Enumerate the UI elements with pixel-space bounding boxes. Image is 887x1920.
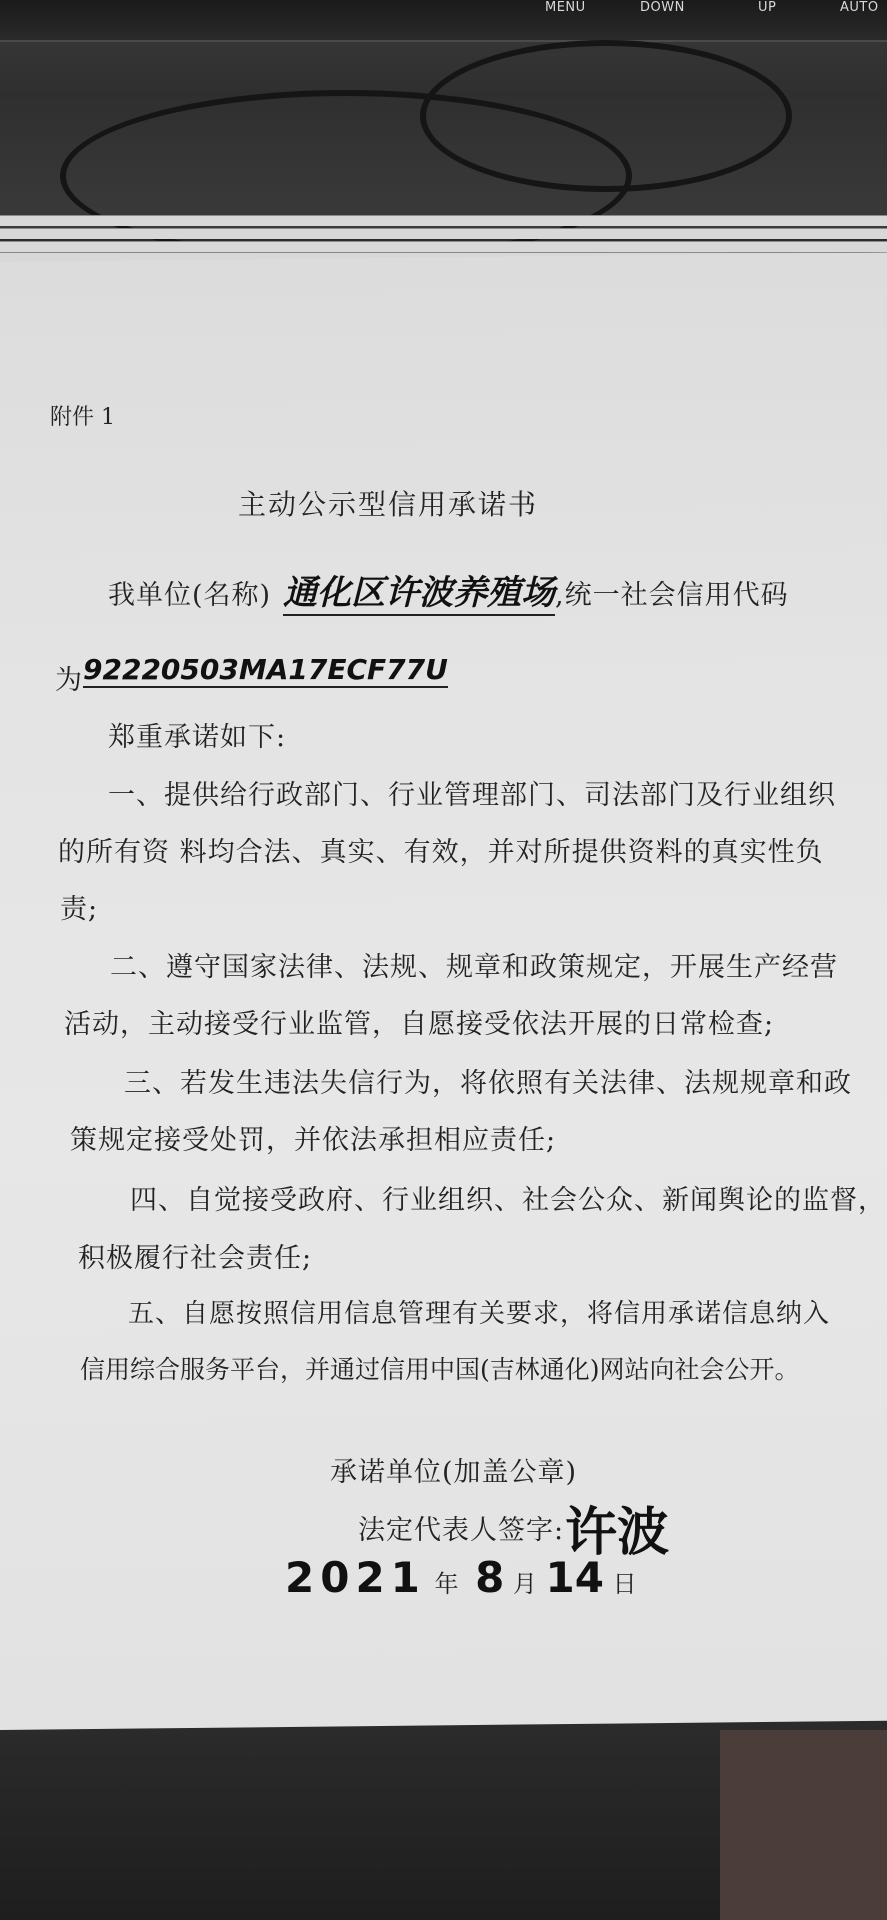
monitor-button-label: AUTO <box>840 0 879 15</box>
attachment-label: 附件 1 <box>50 405 115 430</box>
intro-suffix: ,统一社会信用代码 <box>555 580 789 611</box>
date-month-unit: 月 <box>512 1570 537 1598</box>
promise-line: 五、自愿按照信用信息管理有关要求，将信用承诺信息纳入 <box>128 1299 831 1329</box>
date-day: 14 <box>545 1553 604 1602</box>
monitor-button-label: DOWN <box>640 0 685 15</box>
commitment-date <box>285 1553 637 1602</box>
monitor-button-label: UP <box>758 0 777 15</box>
legal-rep-label: 法定代表人签字: <box>358 1515 565 1546</box>
promise-line: 二、遵守国家法律、法规、规章和政策规定，开展生产经营 <box>110 952 838 983</box>
document-title: 主动公示型信用承诺书 <box>238 488 539 521</box>
promise-line: 责; <box>60 894 99 925</box>
promise-line: 一、提供给行政部门、行业管理部门、司法部门及行业组织 <box>108 780 836 811</box>
promise-line: 的所有资 料均合法、真实、有效，并对所提供资料的真实性负 <box>58 837 824 868</box>
promise-line: 三、若发生违法失信行为，将依照有关法律、法规规章和政 <box>124 1068 852 1099</box>
date-month: 8 <box>475 1553 505 1602</box>
legal-rep-signature: 许波 <box>565 1503 670 1563</box>
credit-code-handwritten: 92220503MA17ECF77U <box>83 653 448 686</box>
code-prefix: 为 <box>55 665 83 696</box>
promise-intro: 郑重承诺如下: <box>108 722 287 753</box>
promise-line: 积极履行社会责任; <box>78 1243 313 1274</box>
date-day-unit: 日 <box>612 1570 637 1598</box>
monitor-button-label: MENU <box>545 0 586 15</box>
intro-prefix: 我单位(名称) <box>108 580 272 611</box>
promise-line: 活动，主动接受行业监管，自愿接受依法开展的日常检查; <box>64 1009 775 1040</box>
date-year-unit: 年 <box>434 1570 459 1598</box>
company-name-handwritten: 通化区许波养殖场 <box>283 565 555 616</box>
date-year: 2021 <box>285 1553 426 1602</box>
seal-label: 承诺单位(加盖公章) <box>330 1457 578 1488</box>
promise-line: 策规定接受处罚，并依法承担相应责任; <box>70 1125 557 1156</box>
promise-line: 信用综合服务平台，并通过信用中国(吉林通化)网站向社会公开。 <box>80 1355 800 1384</box>
promise-line: 四、自觉接受政府、行业组织、社会公众、新闻舆论的监督， <box>130 1185 886 1216</box>
